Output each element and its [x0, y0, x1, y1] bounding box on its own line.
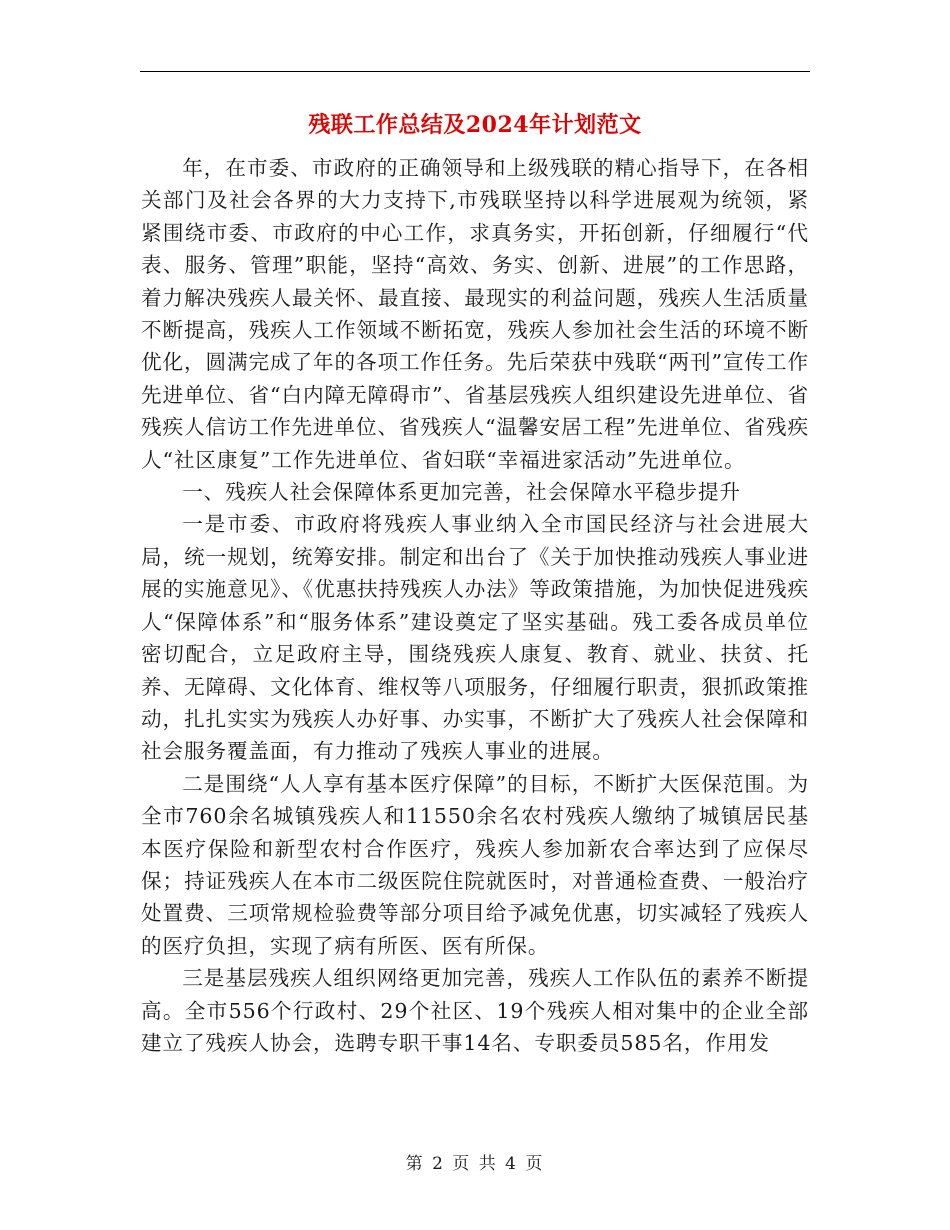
paragraph-intro: 年，在市委、市政府的正确领导和上级残联的精心指导下，在各相关部门及社会各界的大力支持下,市残联坚持以科学进展观为统领，紧紧围绕市委、市政府的中心工作，求真务实，开拓创新，仔细履行“代表、服务、管理”职能，坚持“高效、务实、创新、进展”的工作思路，着力解决残疾人最关怀、最直接、最现实的利益问题，残疾人生活质量不断提高，残疾人工作领域不断拓宽，残疾人参加社会生活的环境不断优化，圆满完成了年的各项工作任务。先后荣获中残联“两刊”宣传工作先进单位、省“白内障无障碍市”、省基层残疾人组织建设先进单位、省残疾人信访工作先进单位、省残疾人“温馨安居工程”先进单位、省残疾人“社区康复”工作先进单位、省妇联“幸福进家活动”先进单位。: [141, 156, 809, 472]
page-number-footer: 第 2 页 共 4 页: [405, 1154, 545, 1174]
section-heading-1: 一、残疾人社会保障体系更加完善，社会保障水平稳步提升: [182, 480, 742, 505]
header-rule: [140, 71, 810, 72]
paragraph-3: 三是基层残疾人组织网络更加完善，残疾人工作队伍的素养不断提高。全市556个行政村、29个社区、19个残疾人相对集中的企业全部建立了残疾人协会，选聘专职干事14名、专职委员585名，作用发: [141, 966, 809, 1055]
paragraph-2: 二是围绕“人人享有基本医疗保障”的目标，不断扩大医保范围。为全市760余名城镇残疾人和11550余名农村残疾人缴纳了城镇居民基本医疗保险和新型农村合作医疗，残疾人参加新农合率达到了应保尽保；持证残疾人在本市二级医院住院就医时，对普通检查费、一般治疗处置费、三项常规检验费等部分项目给予减免优惠，切实减轻了残疾人的医疗负担，实现了病有所医、医有所保。: [141, 771, 809, 958]
paragraph-1: 一是市委、市政府将残疾人事业纳入全市国民经济与社会进展大局，统一规划，统筹安排。制定和出台了《关于加快推动残疾人事业进展的实施意见》、《优惠扶持残疾人办法》等政策措施，为加快促进残疾人“保障体系”和“服务体系”建设奠定了坚实基础。残工委各成员单位密切配合，立足政府主导，围绕残疾人康复、教育、就业、扶贫、托养、无障碍、文化体育、维权等八项服务，仔细履行职责，狠抓政策推动，扎扎实实为残疾人办好事、办实事，不断扩大了残疾人社会保障和社会服务覆盖面，有力推动了残疾人事业的进展。: [141, 512, 809, 764]
document-title: 残联工作总结及2024年计划范文: [308, 112, 642, 138]
document-body: [141, 152, 809, 1059]
